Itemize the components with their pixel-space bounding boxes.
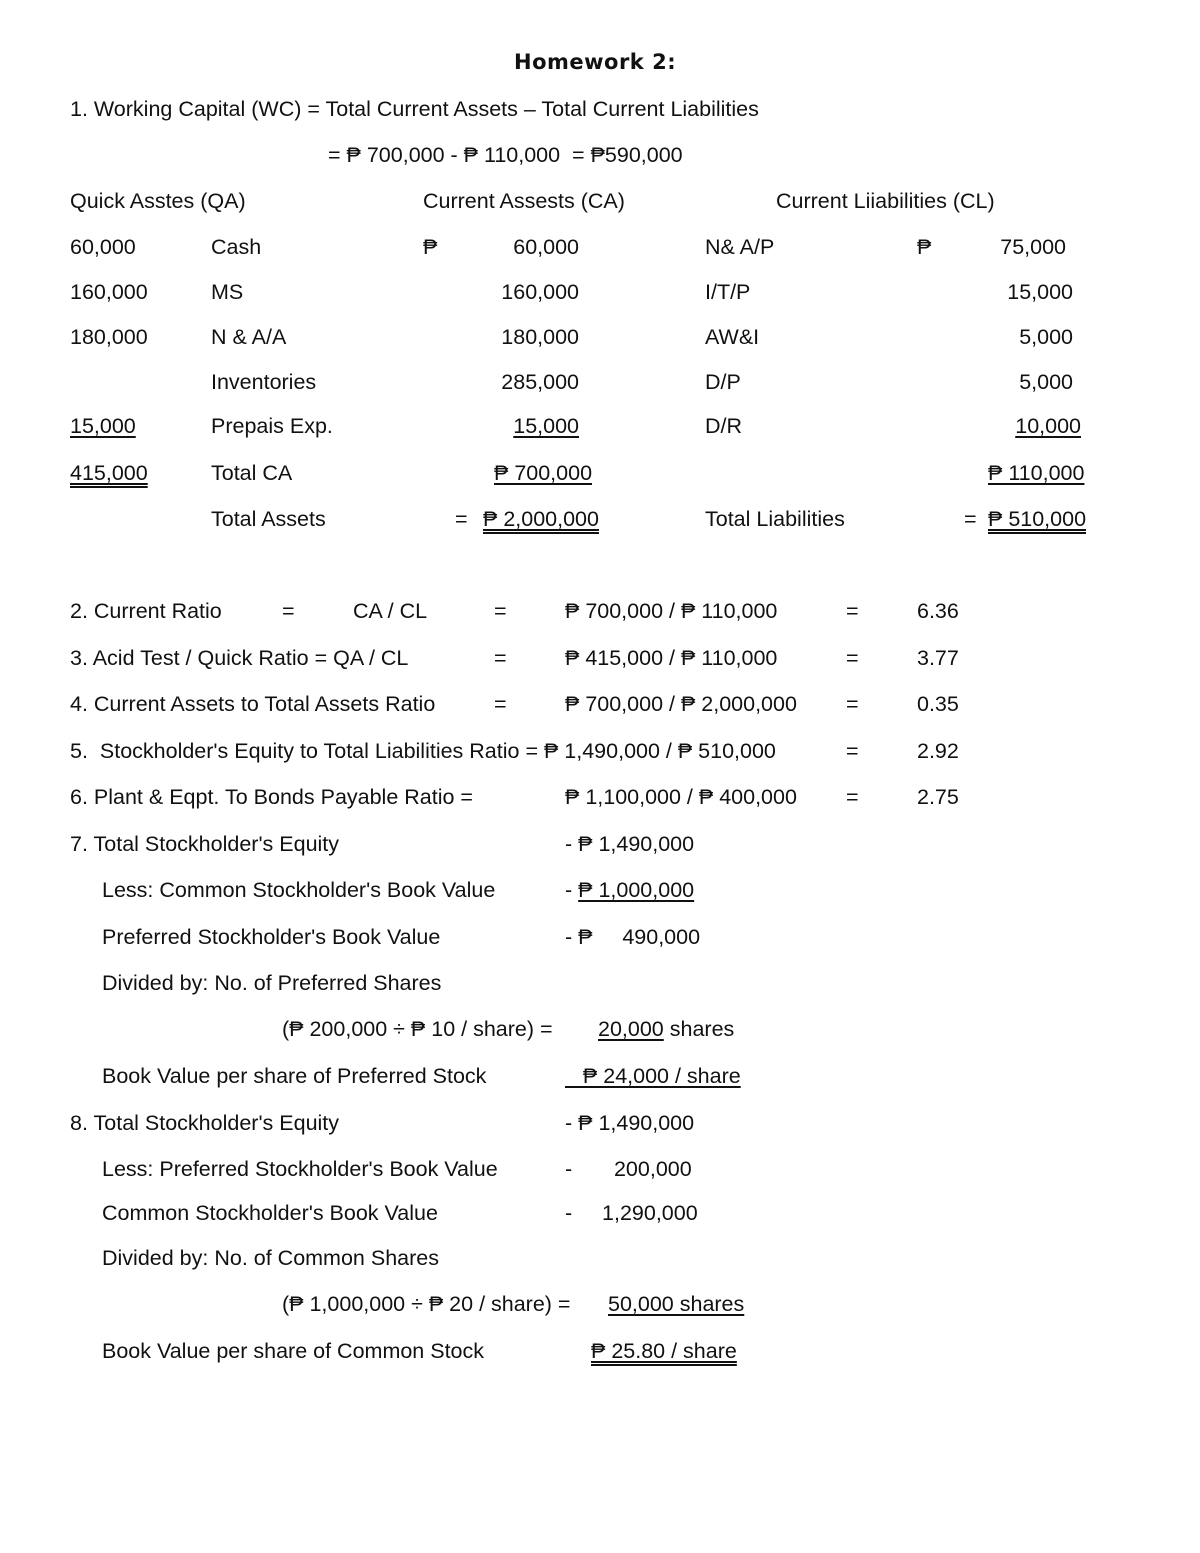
qa-value: 60,000 <box>70 235 136 259</box>
q8-label: Less: Preferred Stockholder's Book Value <box>102 1157 498 1181</box>
ratio-result: 2.75 <box>917 785 959 809</box>
ratio-computation: ₱ 1,100,000 / ₱ 400,000 <box>565 785 797 809</box>
q7-value: ₱ 1,000,000 <box>578 878 695 902</box>
q8-value: - ₱ 1,490,000 <box>565 1111 695 1135</box>
ratio-computation: ₱ 700,000 / ₱ 2,000,000 <box>565 692 797 716</box>
ca-value: 60,000 <box>513 235 579 259</box>
header-current-assets: Current Assests (CA) <box>423 189 625 213</box>
q8-label: Divided by: No. of Common Shares <box>102 1246 439 1270</box>
q7-label: Book Value per share of Preferred Stock <box>102 1064 487 1088</box>
ratio-label: 2. Current Ratio <box>70 599 222 623</box>
q7-value-row <box>565 880 694 902</box>
ratio-result: 3.77 <box>917 646 959 670</box>
q8-shares-value: 50,000 shares <box>608 1292 745 1316</box>
q7-label: 7. Total Stockholder's Equity <box>70 832 340 856</box>
q7-value-prefix: - <box>565 878 579 902</box>
cl-total-value: ₱ 110,000 <box>988 461 1085 485</box>
ratio-equals: = <box>846 599 859 623</box>
q7-label: Divided by: No. of Preferred Shares <box>102 971 442 995</box>
ratio-result: 2.92 <box>917 739 959 763</box>
ratio-equals: = <box>846 646 859 670</box>
header-current-liabilities: Current Liiabilities (CL) <box>776 189 995 213</box>
q8-result: ₱ 25.80 / share <box>591 1339 737 1363</box>
q1-formula: 1. Working Capital (WC) = Total Current Assets – Total Current Liabilities <box>70 97 759 121</box>
q7-result: ₱ 24,000 / share <box>565 1064 741 1088</box>
cl-value: 15,000 <box>1007 280 1073 304</box>
q8-value: - 200,000 <box>565 1157 692 1181</box>
total-assets-equals: = <box>455 507 468 531</box>
q7-shares-row <box>598 1019 734 1041</box>
ratio-equals: = <box>282 599 295 623</box>
ratio-label: 3. Acid Test / Quick Ratio = QA / CL <box>70 646 409 670</box>
ratio-label: 4. Current Assets to Total Assets Ratio <box>70 692 436 716</box>
ca-label: N & A/A <box>211 325 287 349</box>
q8-label: Book Value per share of Common Stock <box>102 1339 485 1363</box>
q8-label: 8. Total Stockholder's Equity <box>70 1111 340 1135</box>
cl-value: 5,000 <box>1019 370 1073 394</box>
ratio-equals: = <box>846 692 859 716</box>
ratio-equals: = <box>494 692 507 716</box>
q7-label: Preferred Stockholder's Book Value <box>102 925 441 949</box>
q7-value: - ₱ 1,490,000 <box>565 832 695 856</box>
qa-value: 15,000 <box>70 414 136 438</box>
cl-label: I/T/P <box>705 280 751 304</box>
ca-total-value: ₱ 700,000 <box>494 461 593 485</box>
q1-computation: = ₱ 700,000 - ₱ 110,000 = ₱590,000 <box>328 143 683 167</box>
ca-value: 180,000 <box>501 325 579 349</box>
ca-label: Prepais Exp. <box>211 414 333 438</box>
cl-label: D/R <box>705 414 743 438</box>
cl-label: D/P <box>705 370 741 394</box>
ratio-computation: ₱ 415,000 / ₱ 110,000 <box>565 646 778 670</box>
total-liabilities-equals: = <box>964 507 977 531</box>
qa-value: 160,000 <box>70 280 148 304</box>
q7-label: Less: Common Stockholder's Book Value <box>102 878 496 902</box>
ratio-equals: = <box>494 599 507 623</box>
ratio-result: 0.35 <box>917 692 959 716</box>
header-quick-assets: Quick Asstes (QA) <box>70 189 246 213</box>
total-assets-value: ₱ 2,000,000 <box>483 507 599 531</box>
ratio-equals: = <box>846 739 859 763</box>
cl-label: AW&I <box>705 325 760 349</box>
q7-shares-value: 20,000 <box>598 1017 664 1041</box>
ca-total-label: Total CA <box>211 461 293 485</box>
total-liabilities-label: Total Liabilities <box>705 507 845 531</box>
total-assets-label: Total Assets <box>211 507 326 531</box>
ratio-result: 6.36 <box>917 599 959 623</box>
qa-total: 415,000 <box>70 461 148 485</box>
total-liabilities-value: ₱ 510,000 <box>988 507 1087 531</box>
cl-value: 10,000 <box>1015 414 1081 438</box>
q7-label: (₱ 200,000 ÷ ₱ 10 / share) = <box>282 1017 553 1041</box>
ca-label: MS <box>211 280 244 304</box>
ratio-formula: CA / CL <box>353 599 428 623</box>
q8-label: (₱ 1,000,000 ÷ ₱ 20 / share) = <box>282 1292 571 1316</box>
ca-label: Cash <box>211 235 262 259</box>
cl-label: N& A/P <box>705 235 775 259</box>
cl-value: 5,000 <box>1019 325 1073 349</box>
ratio-computation: ₱ 700,000 / ₱ 110,000 <box>565 599 778 623</box>
ratio-label: 5. Stockholder's Equity to Total Liabilities Ratio = ₱ 1,490,000 / ₱ 510,000 <box>70 739 776 763</box>
ratio-label: 6. Plant & Eqpt. To Bonds Payable Ratio = <box>70 785 473 809</box>
ratio-equals: = <box>846 785 859 809</box>
page-title: Homework 2: <box>514 50 677 74</box>
q7-value: - ₱ 490,000 <box>565 925 701 949</box>
q7-shares-suffix: shares <box>663 1017 735 1041</box>
ratio-equals: = <box>494 646 507 670</box>
ca-label: Inventories <box>211 370 317 394</box>
ca-value: 285,000 <box>501 370 579 394</box>
ca-peso-sign: ₱ <box>423 235 438 259</box>
q8-label: Common Stockholder's Book Value <box>102 1201 438 1225</box>
ca-value: 160,000 <box>501 280 579 304</box>
qa-value: 180,000 <box>70 325 148 349</box>
cl-value: 75,000 <box>1000 235 1066 259</box>
cl-peso-sign: ₱ <box>917 235 932 259</box>
q8-value: - 1,290,000 <box>565 1201 698 1225</box>
ca-value: 15,000 <box>513 414 579 438</box>
